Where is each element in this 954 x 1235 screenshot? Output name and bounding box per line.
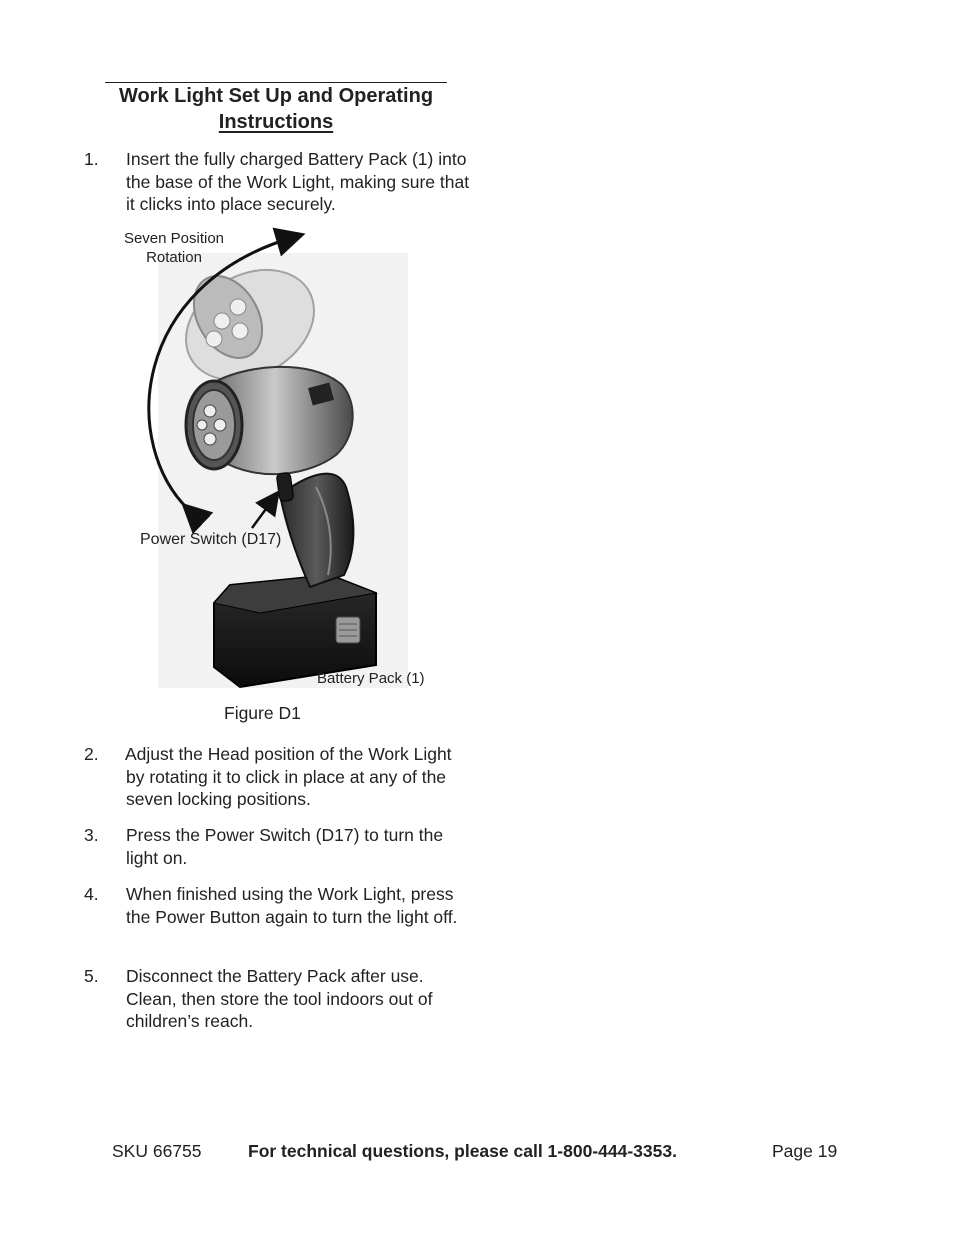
step-2 xyxy=(84,743,484,811)
step-text: Insert the fully charged Battery Pack (1) into the base of the Work Light, making sure that it clicks into place securely. xyxy=(126,149,470,215)
step-3 xyxy=(84,824,484,869)
step-number: 4. xyxy=(84,884,99,904)
step-5 xyxy=(84,965,484,1033)
work-light-figure xyxy=(110,225,450,695)
step-number: 3. xyxy=(84,825,99,845)
step-1 xyxy=(84,148,484,216)
section-heading xyxy=(96,83,456,135)
step-text: When finished using the Work Light, press the Power Button again to turn the light off. xyxy=(126,884,458,927)
step-text: Press the Power Switch (D17) to turn the light on. xyxy=(126,825,444,868)
work-light-head xyxy=(186,367,353,474)
battery-pack-label: Battery Pack (1) xyxy=(317,670,425,687)
rotation-label xyxy=(118,229,230,267)
power-switch-label: Power Switch (D17) xyxy=(140,531,282,548)
step-text: Disconnect the Battery Pack after use. Clean, then store the tool indoors out of children’s reach. xyxy=(126,966,433,1032)
rotation-label-line-2: Rotation xyxy=(146,249,202,266)
step-4 xyxy=(84,883,484,928)
figure-caption: Figure D1 xyxy=(224,703,301,723)
step-number: 1. xyxy=(84,149,99,169)
step-text: Adjust the Head position of the Work Light by rotating it to click in place at any of the seven locking positions. xyxy=(125,744,452,810)
heading-line-2: Instructions xyxy=(218,111,334,133)
footer-tech-support: For technical questions, please call 1-800-444-3353. xyxy=(248,1141,677,1161)
footer-page-number: Page 19 xyxy=(772,1141,838,1161)
step-number: 5. xyxy=(84,966,99,986)
step-number: 2. xyxy=(84,744,99,764)
rotation-label-line-1: Seven Position xyxy=(123,230,225,247)
footer-sku: SKU 66755 xyxy=(112,1141,202,1161)
heading-line-1: Work Light Set Up and Operating xyxy=(118,85,434,107)
